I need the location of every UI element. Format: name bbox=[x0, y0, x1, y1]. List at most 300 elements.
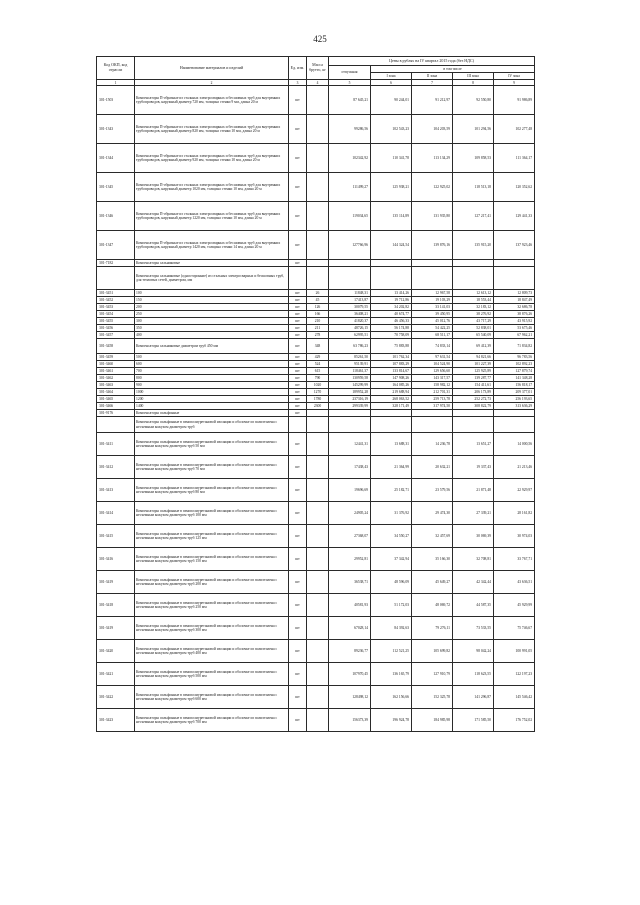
row-price: 11848,31 bbox=[329, 290, 371, 297]
row-mass: 1780 bbox=[307, 396, 329, 403]
table-row bbox=[97, 260, 535, 267]
row-zone-3: 69 412,39 bbox=[453, 339, 494, 354]
row-mass: 524 bbox=[307, 361, 329, 368]
row-mass bbox=[307, 617, 329, 640]
row-name: Компенсаторы сильфонные в пенополиуретановой изоляции и оболочке из полиэтилена с несъемным кожухом диаметром труб 250 мм bbox=[135, 594, 289, 617]
row-code: 301-3455 bbox=[97, 318, 135, 325]
row-unit: шт bbox=[289, 304, 307, 311]
row-zone-2: 104 524,90 bbox=[412, 361, 453, 368]
row-zone-1 bbox=[371, 267, 412, 290]
row-code: 301-3420 bbox=[97, 640, 135, 663]
row-zone-1: 147 908,26 bbox=[371, 375, 412, 382]
table-row bbox=[97, 325, 535, 332]
row-mass bbox=[307, 663, 329, 686]
row-unit: шт bbox=[289, 410, 307, 417]
header-zone-1: I зона bbox=[371, 73, 412, 80]
row-zone-2: 20 632,21 bbox=[412, 456, 453, 479]
table-row bbox=[97, 304, 535, 311]
row-zone-4: 91 986,89 bbox=[494, 86, 535, 115]
column-index: 1 bbox=[97, 80, 135, 86]
table-row bbox=[97, 433, 535, 456]
row-zone-4 bbox=[494, 410, 535, 417]
row-name: Компенсаторы П-образные из стальных электросварных и бесшовных труб для внутренних трубопроводов, наружный диаметр 720 мм, толщина стенки 9 мм, длина 20 м bbox=[135, 86, 289, 115]
table-row bbox=[97, 403, 535, 410]
row-zone-2: 97 631,54 bbox=[412, 354, 453, 361]
row-mass bbox=[307, 410, 329, 417]
row-zone-1: 144 324,54 bbox=[371, 231, 412, 260]
row-zone-1: 219 688,94 bbox=[371, 389, 412, 396]
row-zone-4: 53 675,46 bbox=[494, 325, 535, 332]
row-zone-4: 120 352,62 bbox=[494, 173, 535, 202]
row-mass bbox=[307, 115, 329, 144]
row-price: 299339,99 bbox=[329, 403, 371, 410]
table-row bbox=[97, 617, 535, 640]
row-zone-2 bbox=[412, 260, 453, 267]
table-row bbox=[97, 709, 535, 732]
row-zone-4: 127 879,74 bbox=[494, 368, 535, 375]
row-zone-1 bbox=[371, 417, 412, 433]
table-row bbox=[97, 686, 535, 709]
header-zone-2: II зона bbox=[412, 73, 453, 80]
row-zone-1: 135 114,89 bbox=[371, 202, 412, 231]
column-index: 8 bbox=[453, 80, 494, 86]
row-code: 301-3459 bbox=[97, 354, 135, 361]
row-code: 301-3419 bbox=[97, 617, 135, 640]
row-code: 301-1347 bbox=[97, 231, 135, 260]
row-zone-2: 48 069,72 bbox=[412, 594, 453, 617]
row-name: 400 bbox=[135, 332, 289, 339]
row-zone-4: 137 923,46 bbox=[494, 231, 535, 260]
row-zone-3: 65 540,09 bbox=[453, 332, 494, 339]
row-zone-1 bbox=[371, 410, 412, 417]
row-code: 301-1344 bbox=[97, 144, 135, 173]
row-zone-4: 32 686,78 bbox=[494, 304, 535, 311]
row-zone-1: 46 456,33 bbox=[371, 318, 412, 325]
row-unit bbox=[289, 417, 307, 433]
row-unit: шт bbox=[289, 663, 307, 686]
row-name: Компенсаторы П-образные из стальных электросварных и бесшовных труб для внутренних трубопроводов, наружный диаметр 1020 мм, толщина стенки 10 мм, длина 20 м bbox=[135, 173, 289, 202]
row-price: 30079,55 bbox=[329, 304, 371, 311]
table-row bbox=[97, 297, 535, 304]
row-zone-1: 164 085,26 bbox=[371, 382, 412, 389]
row-unit: шт bbox=[289, 382, 307, 389]
column-index: 2 bbox=[135, 80, 289, 86]
row-unit: шт bbox=[289, 640, 307, 663]
row-code bbox=[97, 267, 135, 290]
row-zone-4: 313 636,29 bbox=[494, 403, 535, 410]
row-code: 301-3466 bbox=[97, 403, 135, 410]
row-unit: шт bbox=[289, 202, 307, 231]
row-zone-3: 30 069,39 bbox=[453, 525, 494, 548]
row-mass: 45 bbox=[307, 297, 329, 304]
row-zone-3: 32 708,81 bbox=[453, 548, 494, 571]
row-name: Компенсаторы сильфонные в пенополиуретановой изоляции и оболочке из полиэтилена с несъемным кожухом диаметром труб bbox=[135, 417, 289, 433]
row-name: 600 bbox=[135, 361, 289, 368]
row-mass bbox=[307, 686, 329, 709]
row-zone-4 bbox=[494, 260, 535, 267]
row-zone-1: 34 202,82 bbox=[371, 304, 412, 311]
row-mass: 210 bbox=[307, 318, 329, 325]
row-price: 102342,92 bbox=[329, 144, 371, 173]
row-zone-1: 13 414,26 bbox=[371, 290, 412, 297]
row-unit: шт bbox=[289, 403, 307, 410]
row-zone-3: 32 183,12 bbox=[453, 304, 494, 311]
table-row bbox=[97, 86, 535, 115]
row-unit: шт bbox=[289, 594, 307, 617]
row-mass: 790 bbox=[307, 375, 329, 382]
row-mass: 166 bbox=[307, 311, 329, 318]
row-price: 130959,58 bbox=[329, 375, 371, 382]
row-mass bbox=[307, 640, 329, 663]
row-zone-2 bbox=[412, 267, 453, 290]
row-price: 63 786,23 bbox=[329, 339, 371, 354]
row-zone-4: 122 197,23 bbox=[494, 663, 535, 686]
table-body bbox=[97, 86, 535, 732]
row-zone-4: 176 752,02 bbox=[494, 709, 535, 732]
row-zone-4: 145 546,42 bbox=[494, 686, 535, 709]
table-row bbox=[97, 456, 535, 479]
row-zone-4: 256 193,65 bbox=[494, 396, 535, 403]
row-zone-2: 104 203,59 bbox=[412, 115, 453, 144]
page-number: 425 bbox=[313, 34, 327, 44]
row-mass bbox=[307, 709, 329, 732]
header-incl: в том числе bbox=[371, 66, 535, 73]
column-index: 9 bbox=[494, 80, 535, 86]
row-name: 700 bbox=[135, 368, 289, 375]
row-zone-1: 51 172,03 bbox=[371, 594, 412, 617]
row-mass: 2300 bbox=[307, 403, 329, 410]
row-price bbox=[329, 260, 371, 267]
row-code: 301-3452 bbox=[97, 297, 135, 304]
row-zone-4: 38 876,26 bbox=[494, 311, 535, 318]
row-name: 1200 bbox=[135, 396, 289, 403]
row-code: 301-3411 bbox=[97, 433, 135, 456]
row-zone-1: 162 156,66 bbox=[371, 686, 412, 709]
row-zone-2: 14 236,78 bbox=[412, 433, 453, 456]
row-zone-1: 268 063,52 bbox=[371, 396, 412, 403]
row-code: 301-3422 bbox=[97, 686, 135, 709]
row-price: 127766,96 bbox=[329, 231, 371, 260]
row-name: Компенсаторы сальниковые (односторонние) из стальных электросварных и бесшовных труб, для тепловых сетей, диаметром, мм bbox=[135, 267, 289, 290]
row-code: 301-3451 bbox=[97, 290, 135, 297]
row-unit: шт bbox=[289, 548, 307, 571]
table-row bbox=[97, 332, 535, 339]
row-code: 301-3465 bbox=[97, 396, 135, 403]
row-zone-2: 317 974,50 bbox=[412, 403, 453, 410]
row-zone-3: 18 553,44 bbox=[453, 297, 494, 304]
row-mass: 615 bbox=[307, 368, 329, 375]
row-mass: 348 bbox=[307, 339, 329, 354]
row-unit: шт bbox=[289, 361, 307, 368]
row-zone-1: 90 244,01 bbox=[371, 86, 412, 115]
row-mass bbox=[307, 433, 329, 456]
row-zone-1: 70 758,09 bbox=[371, 332, 412, 339]
row-name: Компенсаторы сильфонные в пенополиуретановой изоляции и оболочке из полиэтилена с несъемным кожухом диаметром труб 700 мм bbox=[135, 709, 289, 732]
row-mass: 1270 bbox=[307, 389, 329, 396]
row-name: Компенсаторы сальниковые диаметром труб 450 мм bbox=[135, 339, 289, 354]
row-zone-3: 13 651,27 bbox=[453, 433, 494, 456]
row-code: 301-3412 bbox=[97, 456, 135, 479]
row-zone-2: 259 713,78 bbox=[412, 396, 453, 403]
row-zone-3: 308 822,79 bbox=[453, 403, 494, 410]
row-price: 36408,21 bbox=[329, 311, 371, 318]
row-zone-1: 112 521,25 bbox=[371, 640, 412, 663]
row-zone-4: 102 892,23 bbox=[494, 361, 535, 368]
row-price: 36538,71 bbox=[329, 571, 371, 594]
row-unit: шт bbox=[289, 617, 307, 640]
row-price: 145299,99 bbox=[329, 382, 371, 389]
row-zone-1: 25 182,71 bbox=[371, 479, 412, 502]
header-unit: Ед. изм. bbox=[289, 57, 307, 80]
row-zone-2: 39 450,95 bbox=[412, 311, 453, 318]
row-zone-1: 107 883,29 bbox=[371, 361, 412, 368]
row-name: Компенсаторы сильфонные в пенополиуретановой изоляции и оболочке из полиэтилена с несъемным кожухом диаметром труб 70 мм bbox=[135, 456, 289, 479]
row-zone-4: 21 213,46 bbox=[494, 456, 535, 479]
row-price: 40581,93 bbox=[329, 594, 371, 617]
table-row bbox=[97, 382, 535, 389]
row-zone-3: 154 411,61 bbox=[453, 382, 494, 389]
row-code: 301-3464 bbox=[97, 389, 135, 396]
row-mass bbox=[307, 502, 329, 525]
row-name: Компенсаторы сильфонные в пенополиуретановой изоляции и оболочке из полиэтилена с несъемным кожухом диаметром труб 150 мм bbox=[135, 548, 289, 571]
row-zone-3: 42 342,44 bbox=[453, 571, 494, 594]
row-code: 301-3421 bbox=[97, 663, 135, 686]
row-zone-4: 67 962,21 bbox=[494, 332, 535, 339]
row-name: 1000 bbox=[135, 389, 289, 396]
row-price: 95139,91 bbox=[329, 361, 371, 368]
row-zone-2: 54 422,25 bbox=[412, 325, 453, 332]
price-table-sheet bbox=[96, 56, 534, 732]
row-zone-1: 75 883,88 bbox=[371, 339, 412, 354]
row-code bbox=[97, 417, 135, 433]
row-zone-3: 101 294,56 bbox=[453, 115, 494, 144]
row-zone-2: 129 656,60 bbox=[412, 368, 453, 375]
row-name: Компенсаторы сильфонные в пенополиуретановой изоляции и оболочке из полиэтилена с несъемным кожухом диаметром труб 100 мм bbox=[135, 502, 289, 525]
row-zone-2: 45 012,76 bbox=[412, 318, 453, 325]
row-code: 301-3413 bbox=[97, 479, 135, 502]
row-zone-3: 92 550,80 bbox=[453, 86, 494, 115]
row-price bbox=[329, 417, 371, 433]
row-name: Компенсаторы П-образные из стальных электросварных и бесшовных труб для внутренних трубопроводов, наружный диаметр 1420 мм, толщина стенки 14 мм, длина 20 м bbox=[135, 231, 289, 260]
row-price bbox=[329, 410, 371, 417]
row-name: 900 bbox=[135, 382, 289, 389]
row-price: 67028,14 bbox=[329, 617, 371, 640]
row-name: Компенсаторы сильфонные в пенополиуретановой изоляции и оболочке из полиэтилена с несъемным кожухом диаметром труб 80 мм bbox=[135, 479, 289, 502]
row-zone-3: 44 587,35 bbox=[453, 594, 494, 617]
row-zone-3 bbox=[453, 260, 494, 267]
table-header bbox=[97, 57, 535, 86]
row-zone-4: 33 767,71 bbox=[494, 548, 535, 571]
row-zone-3: 52 838,01 bbox=[453, 325, 494, 332]
row-unit: шт bbox=[289, 325, 307, 332]
row-zone-2: 139 876,16 bbox=[412, 231, 453, 260]
row-mass bbox=[307, 479, 329, 502]
row-code: 301-3423 bbox=[97, 709, 135, 732]
row-code: 301-3463 bbox=[97, 382, 135, 389]
table-row bbox=[97, 410, 535, 417]
row-zone-2: 32 457,69 bbox=[412, 525, 453, 548]
row-mass: 1020 bbox=[307, 382, 329, 389]
row-zone-4 bbox=[494, 417, 535, 433]
row-zone-2: 143 317,57 bbox=[412, 375, 453, 382]
row-unit: шт bbox=[289, 260, 307, 267]
row-zone-3: 109 858,53 bbox=[453, 144, 494, 173]
row-unit: шт bbox=[289, 389, 307, 396]
row-unit: шт bbox=[289, 332, 307, 339]
row-zone-2: 74 833,14 bbox=[412, 339, 453, 354]
row-price: 29952,81 bbox=[329, 548, 371, 571]
row-zone-2: 33 141,03 bbox=[412, 304, 453, 311]
row-mass: 211 bbox=[307, 325, 329, 332]
row-price: 48726,15 bbox=[329, 325, 371, 332]
row-price: 24905,24 bbox=[329, 502, 371, 525]
row-unit: шт bbox=[289, 290, 307, 297]
table-row bbox=[97, 640, 535, 663]
row-zone-1: 125 938,21 bbox=[371, 173, 412, 202]
row-name: 1400 bbox=[135, 403, 289, 410]
row-zone-4: 22 929,97 bbox=[494, 479, 535, 502]
row-name: Компенсаторы П-образные из стальных электросварных и бесшовных труб для внутренних трубопроводов, наружный диаметр 1220 мм, толщина стенки 10 мм, длина 20 м bbox=[135, 202, 289, 231]
row-unit: шт bbox=[289, 571, 307, 594]
row-mass: 126 bbox=[307, 304, 329, 311]
table-row bbox=[97, 375, 535, 382]
row-name: 150 bbox=[135, 297, 289, 304]
table-row bbox=[97, 663, 535, 686]
row-unit: шт bbox=[289, 297, 307, 304]
row-zone-4: 45 929,99 bbox=[494, 594, 535, 617]
row-zone-3: 141 296,87 bbox=[453, 686, 494, 709]
row-name: Компенсаторы сальниковые bbox=[135, 260, 289, 267]
row-name: Компенсаторы сильфонные в пенополиуретановой изоляции и оболочке из полиэтилена с несъемным кожухом диаметром труб 200 мм bbox=[135, 571, 289, 594]
row-zone-3: 98 042,24 bbox=[453, 640, 494, 663]
row-unit: шт bbox=[289, 173, 307, 202]
row-zone-3 bbox=[453, 267, 494, 290]
row-name: Компенсаторы сильфонные bbox=[135, 410, 289, 417]
column-index: 3 bbox=[289, 80, 307, 86]
row-mass bbox=[307, 173, 329, 202]
row-zone-1: 40 674,77 bbox=[371, 311, 412, 318]
row-unit: шт bbox=[289, 456, 307, 479]
row-zone-3: 94 821,66 bbox=[453, 354, 494, 361]
row-zone-2: 68 511,17 bbox=[412, 332, 453, 339]
row-price: 156373,39 bbox=[329, 709, 371, 732]
row-zone-1: 196 924,78 bbox=[371, 709, 412, 732]
row-zone-3: 21 871,48 bbox=[453, 479, 494, 502]
header-code: Код ОКП, код отрасли bbox=[97, 57, 135, 80]
row-price: 17413,87 bbox=[329, 297, 371, 304]
table-row bbox=[97, 173, 535, 202]
row-price: 17438,43 bbox=[329, 456, 371, 479]
row-name: 800 bbox=[135, 375, 289, 382]
row-zone-4: 111 364,17 bbox=[494, 144, 535, 173]
table-row bbox=[97, 290, 535, 297]
row-zone-4: 28 161,82 bbox=[494, 502, 535, 525]
row-mass bbox=[307, 260, 329, 267]
row-zone-2: 105 699,82 bbox=[412, 640, 453, 663]
row-zone-1: 21 364,99 bbox=[371, 456, 412, 479]
row-name: Компенсаторы сильфонные в пенополиуретановой изоляции и оболочке из полиэтилена с несъемным кожухом диаметром труб 50 мм bbox=[135, 433, 289, 456]
row-zone-4: 30 974,03 bbox=[494, 525, 535, 548]
row-code: 301-1345 bbox=[97, 173, 135, 202]
row-zone-1: 328 171,49 bbox=[371, 403, 412, 410]
row-zone-2: 12 967,58 bbox=[412, 290, 453, 297]
row-unit: шт bbox=[289, 709, 307, 732]
header-zone-4: IV зона bbox=[494, 73, 535, 80]
row-zone-1: 136 165,79 bbox=[371, 663, 412, 686]
row-zone-1: 37 342,94 bbox=[371, 548, 412, 571]
row-code: 301-3416 bbox=[97, 548, 135, 571]
row-zone-1: 102 543,23 bbox=[371, 115, 412, 144]
row-unit bbox=[289, 267, 307, 290]
row-unit: шт bbox=[289, 368, 307, 375]
row-mass bbox=[307, 144, 329, 173]
table-row bbox=[97, 502, 535, 525]
row-mass bbox=[307, 202, 329, 231]
row-mass: 278 bbox=[307, 332, 329, 339]
row-name: Компенсаторы сильфонные в пенополиуретановой изоляции и оболочке из полиэтилена с несъемным кожухом диаметром труб 300 мм bbox=[135, 617, 289, 640]
row-price: 237316,19 bbox=[329, 396, 371, 403]
row-zone-4: 96 783,56 bbox=[494, 354, 535, 361]
row-unit: шт bbox=[289, 502, 307, 525]
row-code: 301-9176 bbox=[97, 410, 135, 417]
row-unit: шт bbox=[289, 318, 307, 325]
header-zone-3: III зона bbox=[453, 73, 494, 80]
row-zone-2: 131 935,80 bbox=[412, 202, 453, 231]
row-zone-3: 252 272,73 bbox=[453, 396, 494, 403]
row-zone-2: 35 166,30 bbox=[412, 548, 453, 571]
row-zone-3: 38 276,92 bbox=[453, 311, 494, 318]
row-zone-2: 184 985,98 bbox=[412, 709, 453, 732]
row-price bbox=[329, 267, 371, 290]
row-code: 301-3460 bbox=[97, 361, 135, 368]
row-code: 301-3453 bbox=[97, 304, 135, 311]
row-zone-4: 71 834,82 bbox=[494, 339, 535, 354]
row-price: 128498,12 bbox=[329, 686, 371, 709]
row-name: 100 bbox=[135, 290, 289, 297]
table-row bbox=[97, 389, 535, 396]
row-name: Компенсаторы сильфонные в пенополиуретановой изоляции и оболочке из полиэтилена с несъемным кожухом диаметром труб 125 мм bbox=[135, 525, 289, 548]
row-code: 301-1343 bbox=[97, 115, 135, 144]
table-row bbox=[97, 361, 535, 368]
row-zone-1: 19 712,86 bbox=[371, 297, 412, 304]
row-zone-2 bbox=[412, 417, 453, 433]
row-zone-3: 139 287,77 bbox=[453, 375, 494, 382]
row-zone-3: 206 173,89 bbox=[453, 389, 494, 396]
table-row bbox=[97, 368, 535, 375]
row-unit: шт bbox=[289, 396, 307, 403]
row-unit: шт bbox=[289, 354, 307, 361]
row-code: 301-3461 bbox=[97, 368, 135, 375]
row-name: 200 bbox=[135, 304, 289, 311]
row-unit: шт bbox=[289, 231, 307, 260]
header-mass: Масса брутто, кг bbox=[307, 57, 329, 80]
row-zone-1: 31 376,92 bbox=[371, 502, 412, 525]
row-zone-3: 27 339,21 bbox=[453, 502, 494, 525]
table-row bbox=[97, 339, 535, 354]
column-index: 7 bbox=[412, 80, 453, 86]
row-zone-2: 152 325,78 bbox=[412, 686, 453, 709]
row-unit: шт bbox=[289, 339, 307, 354]
row-unit: шт bbox=[289, 433, 307, 456]
price-table bbox=[96, 56, 535, 732]
row-code: 301-7182 bbox=[97, 260, 135, 267]
column-index: 6 bbox=[371, 80, 412, 86]
row-zone-3: 101 227,39 bbox=[453, 361, 494, 368]
table-row bbox=[97, 594, 535, 617]
table-row bbox=[97, 318, 535, 325]
table-row bbox=[97, 525, 535, 548]
row-mass bbox=[307, 267, 329, 290]
